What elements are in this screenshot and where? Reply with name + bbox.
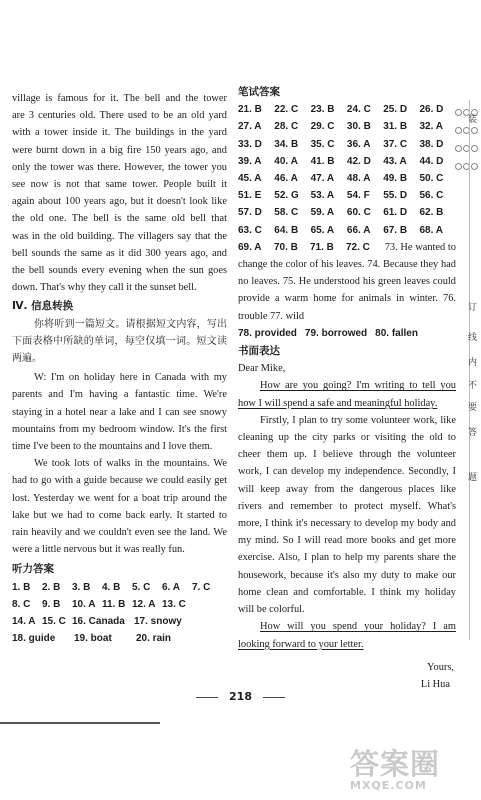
answer-item: 23. B [310,104,335,116]
answer-item: 28. C [274,121,299,133]
letter-greeting: Dear Mike, [238,363,286,375]
answer-item: 42. D [346,155,371,167]
answer-item: 41. B [310,155,335,167]
passage-line: again about 100 years ago, but it doesn't look like [12,196,227,208]
answer-row [12,630,227,647]
answer-item: 36. A [346,138,371,150]
answer-item: 25. D [383,104,408,116]
answer-item: 55. D [383,190,408,202]
bottom-rule [0,722,160,724]
answer-item: 68. A [419,224,444,236]
passage-line: bell sounds the same as it did 300 years ago, and [12,247,227,259]
written-answers [238,101,456,239]
answer-item: 32. A [419,121,444,133]
answer-item: 72. C [346,241,370,253]
passage-line: with a tower inside it. The buildings in the yard [12,127,227,139]
answer-item: 67. B [383,224,408,236]
answer-row [238,136,456,153]
binding-char: 答 [468,428,478,438]
answer-item: 30. B [346,121,371,133]
right-column [238,84,456,693]
answer-item: 27. A [238,121,262,133]
answer-item: 60. C [346,207,371,219]
binding-char: 要 [468,403,478,413]
answer-row [238,101,456,118]
answer-item: 70. B [274,241,298,253]
section4-instruction: 你将听到一篇短文。请根据短文内容，写出下面表格中所缺的单词，每空仅填一词。短文读两遍。 [12,318,227,365]
passage-line: was in the old building. The villagers say that the [12,230,227,242]
w-paragraph-2: We took lots of walks in the mountains. We had to go with a guide because we could easily get lost. Yesterday we went for a boat trip around the lake but we had to come back early. It started to rain heavily and we couldn't even see the land. We were a little nervous but it was really fun. [12,458,227,556]
watermark-sub: MXQE.COM [350,779,427,792]
passage-line: down. That's why they call it the sunset bell. [12,282,197,294]
answer-row [12,579,227,596]
answer-item: 1. B [12,581,31,593]
answer-item: 56. C [419,190,444,202]
binding-char: 不 [468,381,478,391]
answer-item: 26. D [419,104,444,116]
passage-text [12,90,227,296]
answer-item: 71. B [310,241,334,253]
answer-item: 20. rain [136,633,172,645]
answer-item: 31. B [383,121,408,133]
answer-row [12,613,227,630]
listening-answers [12,579,227,648]
answer-item: 15. C [42,616,66,628]
answer-item: 2. B [42,581,61,593]
letter-paragraph-1: How are you going? I'm writing to tell you how I will spend a safe and meaningful holiday. [238,380,456,409]
answer-item: 53. A [310,190,335,202]
w-paragraph-1: W: I'm on holiday here in Canada with my parents and I'm having a fantastic time. We're staying in a hotel near a lake and I can see snowy mountains from my bedroom window. It's the first time I've been to the mountains and I love them. [12,372,227,453]
page-number: 218 [229,690,252,703]
answer-item: 39. A [238,155,262,167]
answer-item: 19. boat [74,633,112,645]
answer-row [238,170,456,187]
answer-item: 5. C [132,581,151,593]
written-answers-78-80 [238,325,456,342]
binding-line [469,100,470,640]
section4-heading: Ⅳ. 信息转换 [12,300,74,313]
answer-item: 12. A [132,598,156,610]
answer-item: 57. D [238,207,262,219]
answer-item: 58. C [274,207,299,219]
answer-item: 10. A [72,598,96,610]
answer-item: 59. A [310,207,335,219]
answer-item: 51. E [238,190,262,202]
passage-line: were burnt down in a big fire 150 years ago, and [12,144,227,156]
answer-item: 49. B [383,173,408,185]
left-column [12,90,227,648]
answer-item: 18. guide [12,633,56,645]
answer-item: 7. C [192,581,211,593]
answer-item: 38. D [419,138,444,150]
answer-item: 6. A [162,581,180,593]
watermark-logo [350,742,481,800]
answer-row [238,204,456,221]
passage-line: the bell sounds every evening when the sun goes [12,265,227,277]
answer-item: 11. B [102,598,126,610]
answer-item: 9. B [42,598,61,610]
answer-row [12,596,227,613]
answer-item: 52. G [274,190,299,202]
answer-item: 62. B [419,207,444,219]
letter-paragraph-3: How will you spend your holiday? I am looking forward to your letter. [238,621,456,650]
answer-item: 8. C [12,598,31,610]
answer-item: 63. C [238,224,262,236]
passage-line: are 3 centuries old. There used to be an old yard [12,110,227,122]
letter-paragraph-2: Firstly, I plan to try some volunteer work, like cleaning up the city parks or visiting the old to cheer them up. I believe through the volunteer work, I can develop my independence. Secondly, I will keep away from the dangerous places like rivers and remember to protect myself. What's more, I think it's necessary to develop my body and my mind. So I will read more books and get more exercise. Also, I plan to help my parents share the housework, because it's also my duty to make our home clean and comfortable. I think my holiday will be colorful. [238,414,456,616]
answer-item: 35. C [310,138,335,150]
answer-row [238,118,456,135]
answer-item: 50. C [419,173,444,185]
page-number-rule-right [263,697,285,698]
answer-item: 17. snowy [134,616,182,628]
answer-item: 45. A [238,173,262,185]
answers-73-77: 73. He wanted to change the color of his leaves. 74. Because they had no leaves. 75. He understood his green leaves could provide a warm home for animals in winter. 76. trouble 77. wild [238,241,456,322]
answer-item: 21. B [238,104,262,116]
listening-heading: 听力答案 [12,563,54,576]
writing-heading: 书面表达 [238,345,280,358]
answer-item: 80. fallen [375,327,418,339]
watermark-main: 答案圈 [350,747,441,781]
passage-line: only the tower was there. However, the tower you [12,161,227,173]
answer-item: 44. D [419,155,444,167]
binding-char: 线 [468,333,478,343]
answer-item: 29. C [310,121,335,133]
answer-item: 13. C [162,598,186,610]
answer-item: 34. B [274,138,299,150]
passage-line: the old one. The bell is the same old bell that [12,213,227,225]
answer-item: 22. C [274,104,299,116]
answer-item: 54. F [346,190,370,202]
answer-item: 40. A [274,155,298,167]
answer-item: 61. D [383,207,408,219]
answer-item: 69. A [238,241,262,253]
answer-item: 65. A [310,224,335,236]
answer-row [238,187,456,204]
answer-item: 79. borrowed [304,327,368,339]
answer-item: 33. D [238,138,262,150]
answer-item: 4. B [102,581,121,593]
answer-item: 14. A [12,616,36,628]
binding-char: 装 [468,115,478,125]
answer-item: 66. A [346,224,371,236]
answer-item: 46. A [274,173,298,185]
answer-item: 47. A [310,173,335,185]
answer-item: 48. A [346,173,371,185]
passage-line: see now is not that same tower. People built it [12,179,227,191]
written-answers-69-77 [238,239,456,325]
passage-line: village is famous for it. The bell and the tower [12,93,227,104]
answer-row [238,153,456,170]
answer-item: 64. B [274,224,299,236]
answer-item: 43. A [383,155,407,167]
letter-closing: Yours, [427,661,454,673]
answer-item: 37. C [383,138,408,150]
binding-char: 题 [468,473,478,483]
written-heading: 笔试答案 [238,86,280,98]
binding-char: 内 [468,358,478,368]
answer-item: 78. provided [238,327,297,339]
binding-char: 订 [468,303,478,313]
answer-row [238,222,456,239]
answer-item: 3. B [72,581,91,593]
answer-item: 24. C [346,104,371,116]
answer-item: 16. Canada [72,616,125,628]
letter-signature: Li Hua [420,678,450,690]
